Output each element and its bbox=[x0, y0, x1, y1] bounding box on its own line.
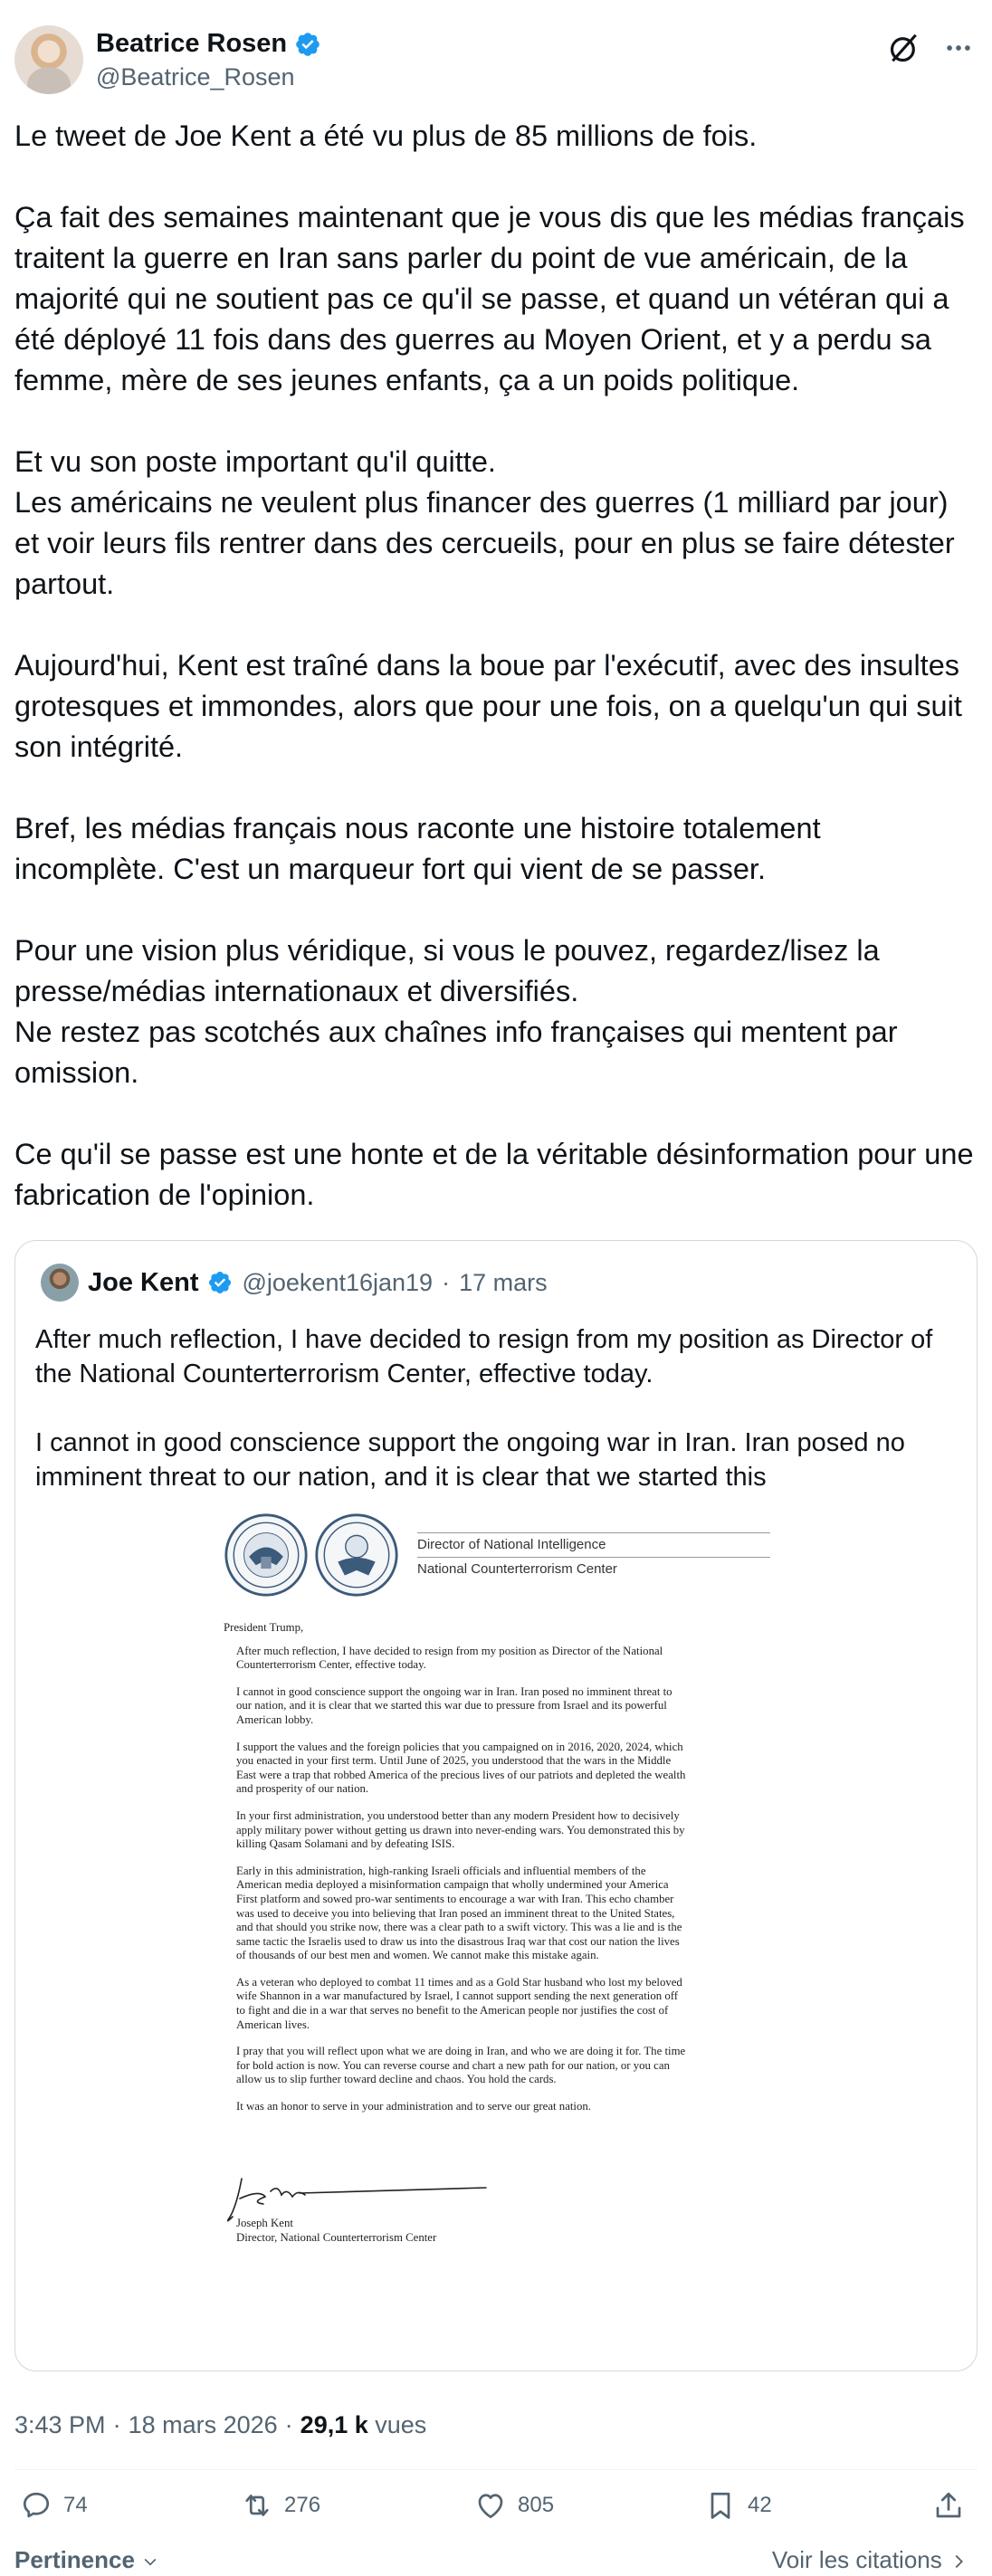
letter-paragraph: I cannot in good conscience support the ongoing war in Iran. Iran posed no imminent threat to our nation, and it is clear that we started this war due to pressure from Israel and its powerful American lobby. bbox=[236, 1684, 672, 1726]
letter-office-line-1: Director of National Intelligence bbox=[417, 1537, 606, 1552]
reply-icon bbox=[20, 2489, 52, 2522]
bookmark-icon bbox=[704, 2489, 737, 2522]
letter-office-header bbox=[417, 1531, 770, 1579]
quoted-tweet-text: After much reflection, I have decided to resign from my position as Director of the National Counterterrorism Center, effective today. I cannot in good conscience support the ongoing war in Iran. Iran posed no imminent threat to our nation, and it is clear that we started this bbox=[35, 1325, 933, 1492]
views-label: vues bbox=[375, 2411, 427, 2438]
view-quotes-link[interactable] bbox=[772, 2546, 968, 2574]
bookmark-button[interactable] bbox=[704, 2489, 772, 2522]
letter-signature-block bbox=[236, 2217, 436, 2245]
letter-paragraph: As a veteran who deployed to combat 11 times and as a Gold Star husband who lost my beloved wife Shannon in a war manufactured by Israel, I cannot support sending the next generation off to fight and die in a war that serves no benefit to the American people nor justifies the cost of American lives. bbox=[236, 1975, 682, 2031]
resignation-letter-image[interactable] bbox=[205, 1512, 785, 2264]
author-handle[interactable]: @Beatrice_Rosen bbox=[96, 63, 295, 91]
sort-dropdown[interactable] bbox=[14, 2546, 159, 2574]
divider bbox=[14, 2469, 978, 2470]
views-count: 29,1 k bbox=[300, 2411, 368, 2438]
meta-separator: · bbox=[284, 2411, 293, 2438]
tweet-time[interactable]: 3:43 PM bbox=[14, 2411, 106, 2438]
author-display-name[interactable]: Beatrice Rosen bbox=[96, 29, 288, 58]
more-icon[interactable] bbox=[943, 33, 974, 63]
letter-body bbox=[224, 1621, 767, 2127]
quoted-tweet[interactable] bbox=[14, 1240, 978, 2371]
quoted-author-avatar bbox=[41, 1264, 79, 1302]
share-button[interactable] bbox=[932, 2489, 965, 2522]
tweet-header bbox=[14, 25, 978, 98]
bookmark-count: 42 bbox=[748, 2493, 772, 2517]
action-bar bbox=[14, 2489, 978, 2543]
verified-badge-icon[interactable] bbox=[294, 31, 321, 58]
letter-paragraph: I pray that you will reflect upon what we are doing in Iran, and who we are doing it for. The time for bold action is now. You can reverse course and chart a new path for our nation, or you can allow us to slip further toward decline and chaos. You hold the cards. bbox=[236, 2045, 686, 2086]
author-avatar[interactable] bbox=[14, 25, 83, 94]
view-quotes-label: Voir les citations bbox=[771, 2546, 942, 2573]
quoted-tweet-header bbox=[41, 1263, 548, 1302]
like-button[interactable] bbox=[474, 2489, 554, 2522]
letter-greeting: President Trump, bbox=[224, 1621, 304, 1634]
chevron-right-icon bbox=[949, 2552, 968, 2571]
letter-paragraph: I support the values and the foreign policies that you campaigned on in 2016, 2020, 2024, which you enacted in your first term. Until June of 2025, you understood that the wars in the Middle East were a trap that robbed America of the precious lives of our patriots and depleted the wealth and prosperity of our nation. bbox=[236, 1740, 686, 1796]
chevron-down-icon bbox=[141, 2552, 159, 2571]
retweet-count: 276 bbox=[284, 2493, 321, 2517]
verified-badge-icon bbox=[207, 1270, 233, 1295]
share-icon bbox=[932, 2489, 965, 2522]
letter-signature-name: Joseph Kent bbox=[236, 2217, 293, 2229]
reply-count: 74 bbox=[63, 2493, 88, 2517]
retweet-icon bbox=[241, 2489, 273, 2522]
heart-icon bbox=[474, 2489, 507, 2522]
tweet-text: Le tweet de Joe Kent a été vu plus de 85 millions de fois. Ça fait des semaines maintenant que je vous dis que les médias français traitent la guerre en Iran sans parler du point de vue américain, de la majorité qui ne soutient pas ce qu'il se passe, et quand un vétéran qui a été déployé 11 fois dans des guerres au Moyen Orient, et y a perdu sa femme, mère de ses jeunes enfants, ça a un poids politique. Et vu son poste important qu'il quitte. Les américains ne veulent plus financer des guerres (1 milliard par jour) et voir leurs fils rentrer dans des cercueils, pour en plus se faire détester partout. Aujourd'hui, Kent est traîné dans la boue par l'exécutif, avec des insultes grotesques et immondes, alors que pour une fois, on a quelqu'un qui suit son intégrité. Bref, les médias français nous raconte une histoire totalement incomplète. C'est un marqueur fort qui vient de se passer. Pour une vision plus véridique, si vous le pouvez, regardez/lisez la presse/médias internationaux et diversifiés. Ne restez pas scotchés aux chaînes info françaises qui mentent par omission. Ce qu'il se passe est une honte et de la véritable désinformation pour une fabrication de l'opinion. bbox=[14, 119, 974, 1211]
letter-signature-title: Director, National Counterterrorism Center bbox=[236, 2230, 437, 2244]
tweet-date[interactable]: 18 mars 2026 bbox=[128, 2411, 278, 2438]
author-name-row bbox=[96, 29, 321, 59]
meta-separator: · bbox=[112, 2411, 121, 2438]
grok-icon[interactable] bbox=[887, 31, 921, 65]
letter-paragraph: Early in this administration, high-ranking Israeli officials and influential members of the American media deployed a misinformation campaign that wholly undermined your America First platform and sowed pro-war sentiments to encourage a war with Iran. This echo chamber was used to deceive you into believing that Iran posed an imminent threat to the United States, and that should you strike now, there was a clear path to a swift victory. This was a lie and is the same tactic the Israelis used to draw us into the disastrous Iraq war that cost our nation the lives of thousands of our best men and women. We cannot make this mistake again. bbox=[236, 1864, 682, 1962]
retweet-button[interactable] bbox=[241, 2489, 320, 2522]
tweet-timestamp bbox=[14, 2411, 426, 2439]
dni-seal-icon bbox=[224, 1512, 309, 1598]
like-count: 805 bbox=[518, 2493, 555, 2517]
letter-paragraph: It was an honor to serve in your administration and to serve our great nation. bbox=[236, 2100, 591, 2113]
quoted-author-display-name: Joe Kent bbox=[88, 1267, 199, 1297]
letter-paragraph: After much reflection, I have decided to resign from my position as Director of the National Counterterrorism Center, effective today. bbox=[236, 1644, 663, 1672]
nctc-seal-icon bbox=[314, 1512, 399, 1598]
meta-separator: · bbox=[442, 1268, 451, 1296]
letter-office-line-2: National Counterterrorism Center bbox=[417, 1561, 617, 1577]
quoted-author-handle: @joekent16jan19 bbox=[242, 1268, 434, 1296]
letter-paragraph: In your first administration, you understood better than any modern President how to decisively apply military power without getting us drawn into never-ending wars. You demonstrated this by killing Qasam Solamani and by defeating ISIS. bbox=[236, 1808, 685, 1851]
sort-label: Pertinence bbox=[14, 2546, 135, 2573]
reply-button[interactable] bbox=[20, 2489, 88, 2522]
quoted-date: 17 mars bbox=[459, 1268, 548, 1296]
